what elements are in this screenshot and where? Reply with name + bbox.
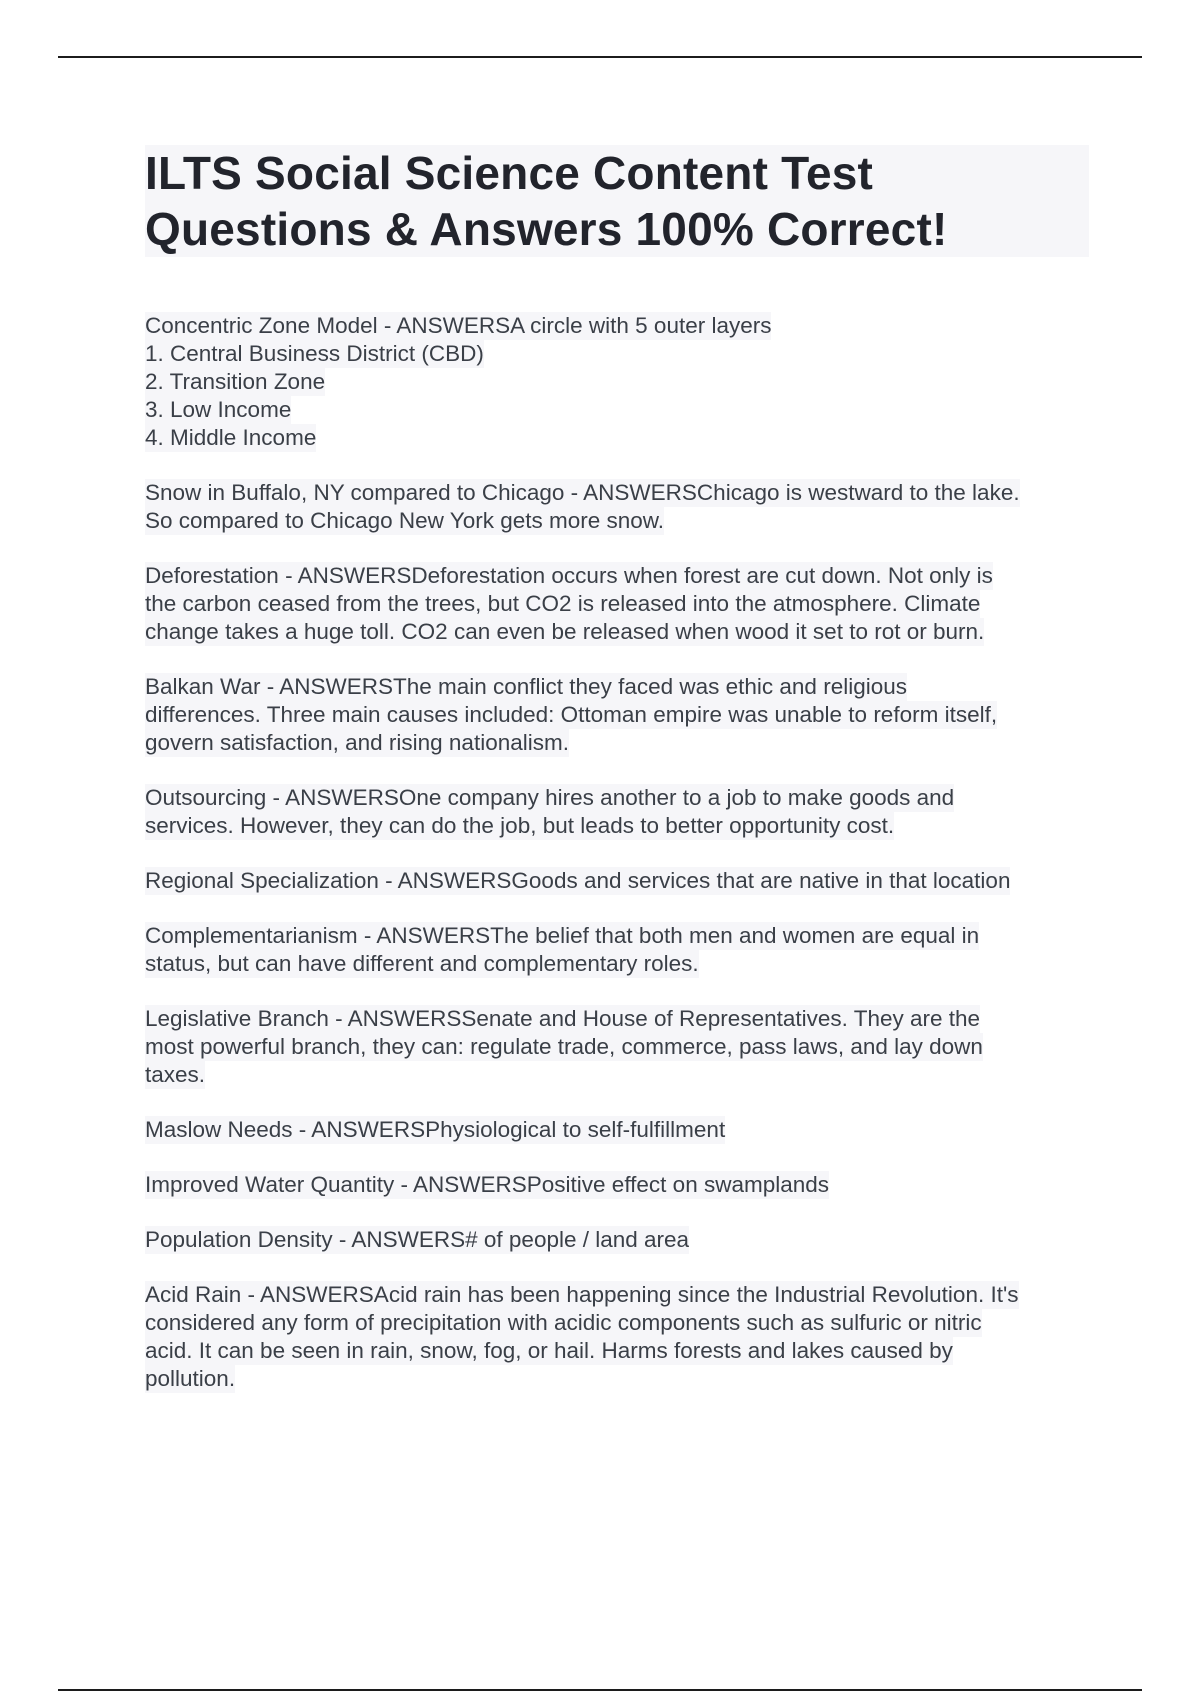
- qa-entry-line: taxes.: [145, 1062, 206, 1087]
- qa-entry-line: differences. Three main causes included: Ottoman empire was unable to reform itself,: [145, 702, 998, 727]
- qa-entry-line: Deforestation - ANSWERSDeforestation occurs when forest are cut down. Not only is: [145, 563, 993, 588]
- qa-entry-line: most powerful branch, they can: regulate trade, commerce, pass laws, and lay down: [145, 1034, 983, 1059]
- title-line: ILTS Social Science Content Test: [145, 147, 874, 199]
- top-divider: [58, 56, 1142, 58]
- title-block: [145, 145, 1089, 257]
- qa-entry-line: status, but can have different and complementary roles.: [145, 951, 699, 976]
- qa-entry: [145, 1116, 1095, 1144]
- qa-entry-line: Snow in Buffalo, NY compared to Chicago - ANSWERSChicago is westward to the lake.: [145, 480, 1020, 505]
- qa-entry: [145, 1171, 1095, 1199]
- qa-entry-line: the carbon ceased from the trees, but CO2 is released into the atmosphere. Climate: [145, 591, 981, 616]
- qa-entry-line: Legislative Branch - ANSWERSSenate and House of Representatives. They are the: [145, 1006, 981, 1031]
- qa-entry-line: Concentric Zone Model - ANSWERSA circle with 5 outer layers: [145, 313, 772, 338]
- qa-entry-line: Balkan War - ANSWERSThe main conflict they faced was ethic and religious: [145, 674, 907, 699]
- qa-entry-line: Regional Specialization - ANSWERSGoods and services that are native in that location: [145, 868, 1011, 893]
- qa-entry: [145, 1005, 1095, 1089]
- qa-entry-line: Outsourcing - ANSWERSOne company hires another to a job to make goods and: [145, 785, 955, 810]
- qa-entry-line: So compared to Chicago New York gets more snow.: [145, 508, 665, 533]
- qa-entry: [145, 784, 1095, 840]
- qa-entry: [145, 1226, 1095, 1254]
- page-title: [145, 145, 1089, 257]
- title-line: Questions & Answers 100% Correct!: [145, 203, 948, 255]
- qa-entry-line: govern satisfaction, and rising nationalism.: [145, 730, 569, 755]
- bottom-divider: [58, 1689, 1142, 1691]
- qa-entry-line: considered any form of precipitation with acidic components such as sulfuric or nitric: [145, 1310, 982, 1335]
- qa-entry-line: 3. Low Income: [145, 397, 292, 422]
- qa-entry-line: 4. Middle Income: [145, 425, 317, 450]
- qa-entry-line: Maslow Needs - ANSWERSPhysiological to self-fulfillment: [145, 1117, 726, 1142]
- qa-entry: [145, 867, 1095, 895]
- qa-entry-line: pollution.: [145, 1366, 236, 1391]
- qa-entry: [145, 1281, 1095, 1393]
- qa-entry-line: 2. Transition Zone: [145, 369, 326, 394]
- qa-entry-line: Complementarianism - ANSWERSThe belief that both men and women are equal in: [145, 923, 980, 948]
- qa-entry: [145, 562, 1095, 646]
- qa-entry-line: Population Density - ANSWERS# of people / land area: [145, 1227, 690, 1252]
- qa-entry: [145, 312, 1095, 452]
- qa-entry-line: change takes a huge toll. CO2 can even be released when wood it set to rot or burn.: [145, 619, 985, 644]
- qa-entry-line: Improved Water Quantity - ANSWERSPositive effect on swamplands: [145, 1172, 830, 1197]
- qa-entry: [145, 479, 1095, 535]
- qa-list: [145, 312, 1095, 1420]
- qa-entry-line: services. However, they can do the job, but leads to better opportunity cost.: [145, 813, 895, 838]
- qa-entry-line: 1. Central Business District (CBD): [145, 341, 484, 366]
- qa-entry: [145, 922, 1095, 978]
- qa-entry-line: acid. It can be seen in rain, snow, fog, or hail. Harms forests and lakes caused by: [145, 1338, 953, 1363]
- qa-entry-line: Acid Rain - ANSWERSAcid rain has been happening since the Industrial Revolution. It's: [145, 1282, 1019, 1307]
- qa-entry: [145, 673, 1095, 757]
